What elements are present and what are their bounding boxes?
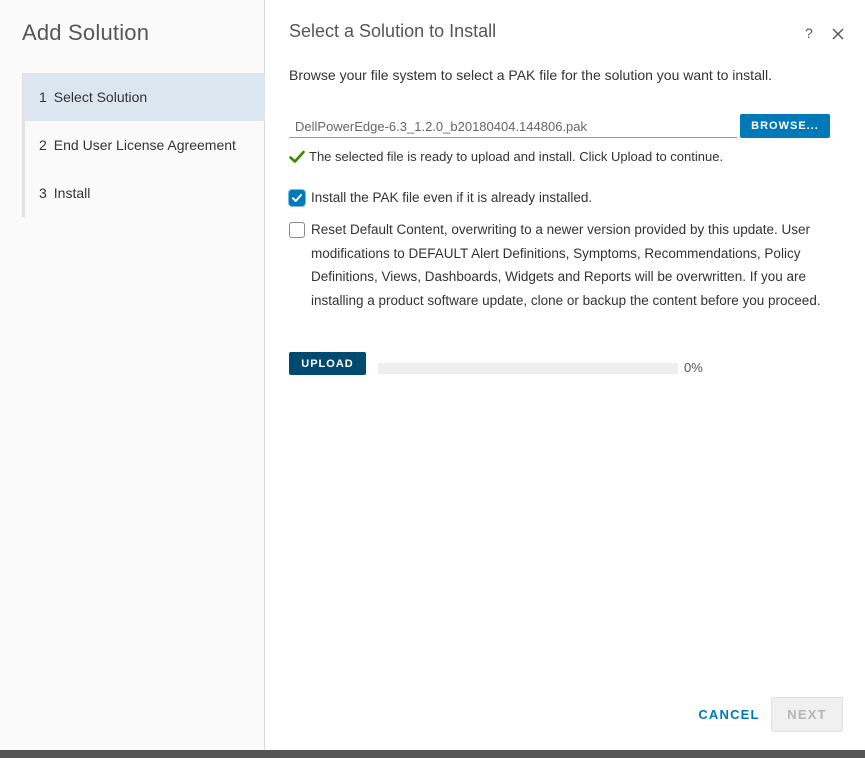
step-number: 3 xyxy=(39,185,47,201)
cancel-button[interactable]: CANCEL xyxy=(689,698,769,731)
checkmark-icon xyxy=(289,150,305,164)
close-icon[interactable] xyxy=(831,27,845,41)
step-number: 2 xyxy=(39,137,47,153)
step-end-user-license-agreement[interactable] xyxy=(25,121,265,169)
upload-progress-text: 0% xyxy=(684,360,703,375)
status-text: The selected file is ready to upload and install. Click Upload to continue. xyxy=(309,149,724,164)
file-path-input[interactable] xyxy=(289,115,737,138)
upload-status xyxy=(289,149,723,164)
step-label: End User License Agreement xyxy=(53,137,236,153)
window-bottom-edge xyxy=(0,750,865,758)
page-title: Select a Solution to Install xyxy=(289,21,497,41)
step-select-solution[interactable] xyxy=(25,73,265,121)
step-label: Install xyxy=(53,185,91,201)
instructions-text: Browse your file system to select a PAK file for the solution you want to install. xyxy=(289,67,772,83)
help-icon[interactable]: ? xyxy=(805,25,813,41)
install-if-installed-checkbox[interactable] xyxy=(289,190,305,206)
wizard-title: Add Solution xyxy=(22,20,150,45)
step-label: Select Solution xyxy=(53,89,148,105)
reset-default-content-checkbox[interactable] xyxy=(289,222,305,238)
install-if-installed-label: Install the PAK file even if it is already installed. xyxy=(311,190,593,205)
wizard-content xyxy=(265,0,865,750)
reset-default-content-option[interactable] xyxy=(289,221,834,312)
step-list xyxy=(22,73,265,217)
next-button[interactable]: NEXT xyxy=(771,697,843,732)
browse-button[interactable]: BROWSE... xyxy=(740,114,830,138)
checkbox-check-icon xyxy=(290,191,304,205)
upload-progress-bar xyxy=(378,363,678,374)
step-install[interactable] xyxy=(25,169,265,217)
wizard-sidebar xyxy=(0,0,265,750)
step-number: 1 xyxy=(39,89,47,105)
upload-button[interactable]: UPLOAD xyxy=(289,352,366,375)
install-if-installed-option[interactable] xyxy=(289,189,592,207)
reset-default-content-label: Reset Default Content, overwriting to a newer version provided by this update. User modifications to DEFAULT Alert Definitions, Symptoms, Recommendations, Policy Definitions, Views, Dashboards, Widgets and Reports will be overwritten. If you are installing a product software update, clone or backup the content before you proceed. xyxy=(311,222,821,308)
